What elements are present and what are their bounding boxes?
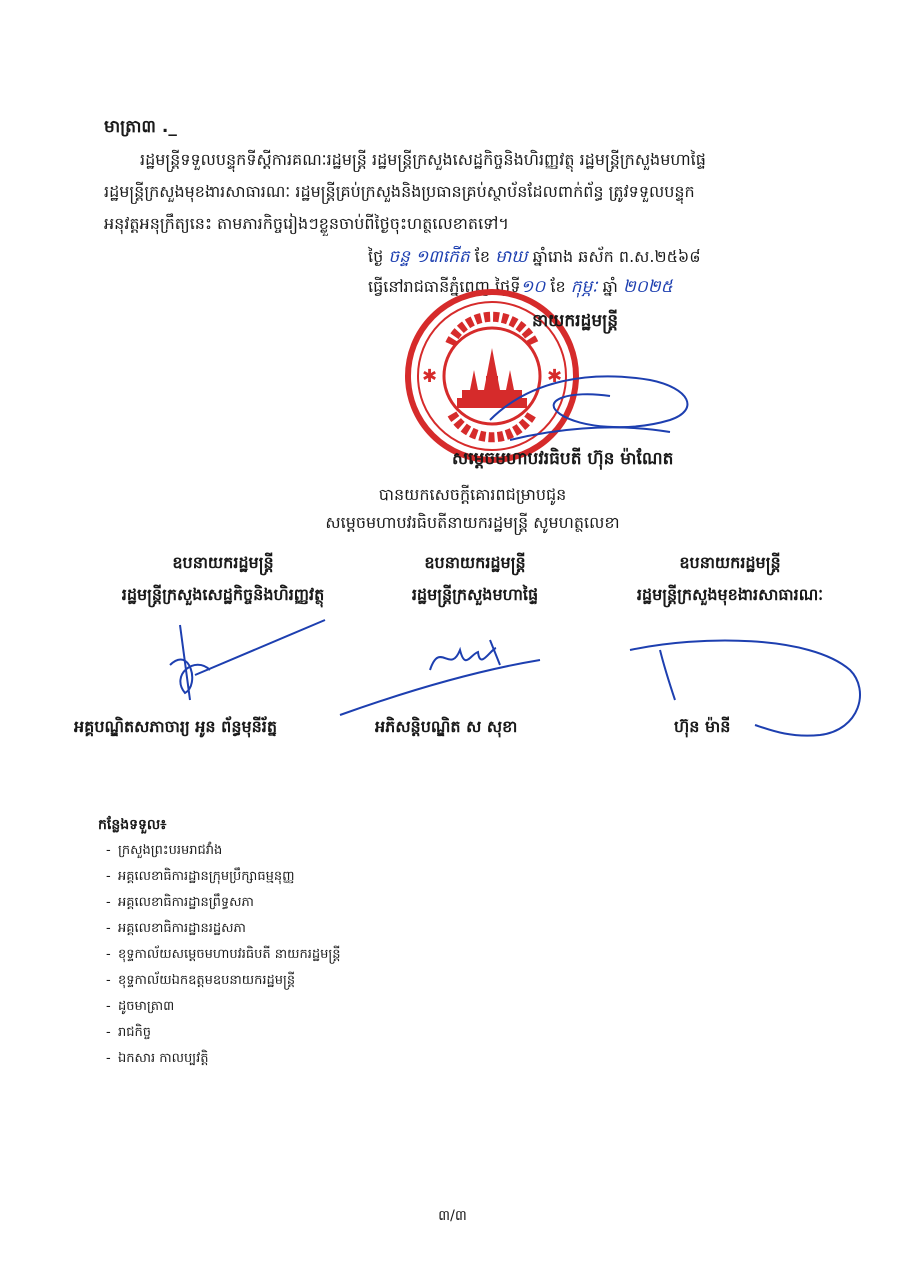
deputy-signature-3 xyxy=(620,630,870,740)
article-title: មាត្រា៣ ._ xyxy=(104,117,177,137)
article-line: អនុវត្តអនុក្រឹត្យនេះ តាមភារកិច្ចរៀងៗខ្លួនចាប់ពីថ្ងៃចុះហត្ថលេខាតទៅ។ xyxy=(104,214,509,233)
lunar-month-handwritten: មាឃ xyxy=(495,247,528,267)
list-item: - អគ្គលេខាធិការដ្ឋានព្រឹទ្ធសភា xyxy=(106,895,254,910)
svg-text:✱: ✱ xyxy=(547,366,563,387)
month-prefix: ខែ xyxy=(550,277,566,296)
deputy-pm-title: ឧបនាយករដ្ឋមន្ត្រី xyxy=(679,553,781,572)
list-item: - អគ្គលេខាធិការដ្ឋានក្រុមប្រឹក្សាធម្មនុញ្ញ xyxy=(106,869,295,884)
recipients-list xyxy=(106,838,341,1072)
deputy-pm-ministry: រដ្ឋមន្ត្រីក្រសួងមុខងារសាធារណៈ xyxy=(636,585,824,604)
prime-minister-signature xyxy=(470,360,710,460)
list-item: - រាជកិច្ច xyxy=(106,1025,152,1040)
place-prefix: ធ្វើនៅរាជធានីភ្នំពេញ ថ្ងៃទី xyxy=(368,277,521,296)
svg-text:✱: ✱ xyxy=(422,366,438,387)
list-item: - ខុទ្ទកាល័យឯកឧត្តមឧបនាយករដ្ឋមន្ត្រី xyxy=(106,973,296,988)
article-line: រដ្ឋមន្ត្រីទទួលបន្ទុកទីស្តីការគណៈរដ្ឋមន្ត្រី រដ្ឋមន្ត្រីក្រសួងសេដ្ឋកិច្ចនិងហិរញ្ញវត្ថុ រដ្ឋមន្ត្រីក្រសួងមហាផ្ទៃ xyxy=(140,150,706,169)
deputy-pm-ministry: រដ្ឋមន្ត្រីក្រសួងមហាផ្ទៃ xyxy=(411,585,539,604)
year-handwritten: ២០២៥ xyxy=(622,277,673,297)
deputy-pm-block xyxy=(78,552,368,608)
day-handwritten: ១០ xyxy=(520,277,546,297)
list-item: - អគ្គលេខាធិការដ្ឋានរដ្ឋសភា xyxy=(106,921,246,936)
month-handwritten: កុម្ភៈ xyxy=(570,277,598,297)
lunar-date-prefix: ថ្ងៃ xyxy=(368,247,384,266)
deputy-pm-block xyxy=(580,552,880,608)
article-line: រដ្ឋមន្ត្រីក្រសួងមុខងារសាធារណៈ រដ្ឋមន្ត្រីគ្រប់ក្រសួងនិងប្រធានគ្រប់ស្ថាប័នដែលពាក់ព័ន្ធ ត្រូវទទួលបន្ទុក xyxy=(104,182,695,201)
deputy-signature-2 xyxy=(330,630,550,720)
recipients-title: កន្លែងទទួល៖ xyxy=(98,817,167,833)
list-item: - ដូចមាត្រា៣ xyxy=(106,999,175,1014)
list-item: - ក្រសួងព្រះបរមរាជវាំង xyxy=(106,843,223,858)
page-number: ៣/៣ xyxy=(438,1208,467,1224)
deputy-signature-1 xyxy=(150,615,330,705)
submission-line: បានយកសេចក្តីគោរពជម្រាបជូន xyxy=(378,485,567,504)
deputy-pm-block xyxy=(360,552,590,608)
submission-line: សម្តេចមហាបវរធិបតីនាយករដ្ឋមន្ត្រី សូមហត្ថលេខា xyxy=(325,513,620,532)
deputy-pm-name: ហ៊ុន ម៉ានី xyxy=(674,717,731,736)
prime-minister-name: សម្តេចមហាបវរធិបតី ហ៊ុន ម៉ាណែត xyxy=(452,449,674,469)
prime-minister-title: នាយករដ្ឋមន្ត្រី xyxy=(532,311,618,331)
deputy-pm-ministry: រដ្ឋមន្ត្រីក្រសួងសេដ្ឋកិច្ចនិងហិរញ្ញវត្ថុ xyxy=(121,585,325,604)
year-prefix: ឆ្នាំ xyxy=(602,277,618,296)
list-item: - ខុទ្ទកាល័យសម្តេចមហាបវរធិបតី នាយករដ្ឋមន្ត្រី xyxy=(106,947,341,962)
deputy-pm-title: ឧបនាយករដ្ឋមន្ត្រី xyxy=(172,553,274,572)
lunar-month-prefix: ខែ xyxy=(474,247,491,266)
lunar-year: ឆ្នាំរោង ឆស័ក ព.ស.២៥៦៨ xyxy=(532,247,701,266)
lunar-date-line xyxy=(368,246,701,271)
article-body xyxy=(104,144,824,240)
deputy-pm-name: អភិសន្តិបណ្ឌិត ស សុខា xyxy=(375,717,518,736)
deputy-pm-title: ឧបនាយករដ្ឋមន្ត្រី xyxy=(424,553,526,572)
lunar-day-handwritten: ចន្ទ ១៣កើត xyxy=(388,247,470,267)
deputy-pm-name: អគ្គបណ្ឌិតសភាចារ្យ អូន ព័ន្ធមុនីរ័ត្ន xyxy=(74,717,278,736)
list-item: - ឯកសារ កាលប្បវត្តិ xyxy=(106,1051,209,1066)
